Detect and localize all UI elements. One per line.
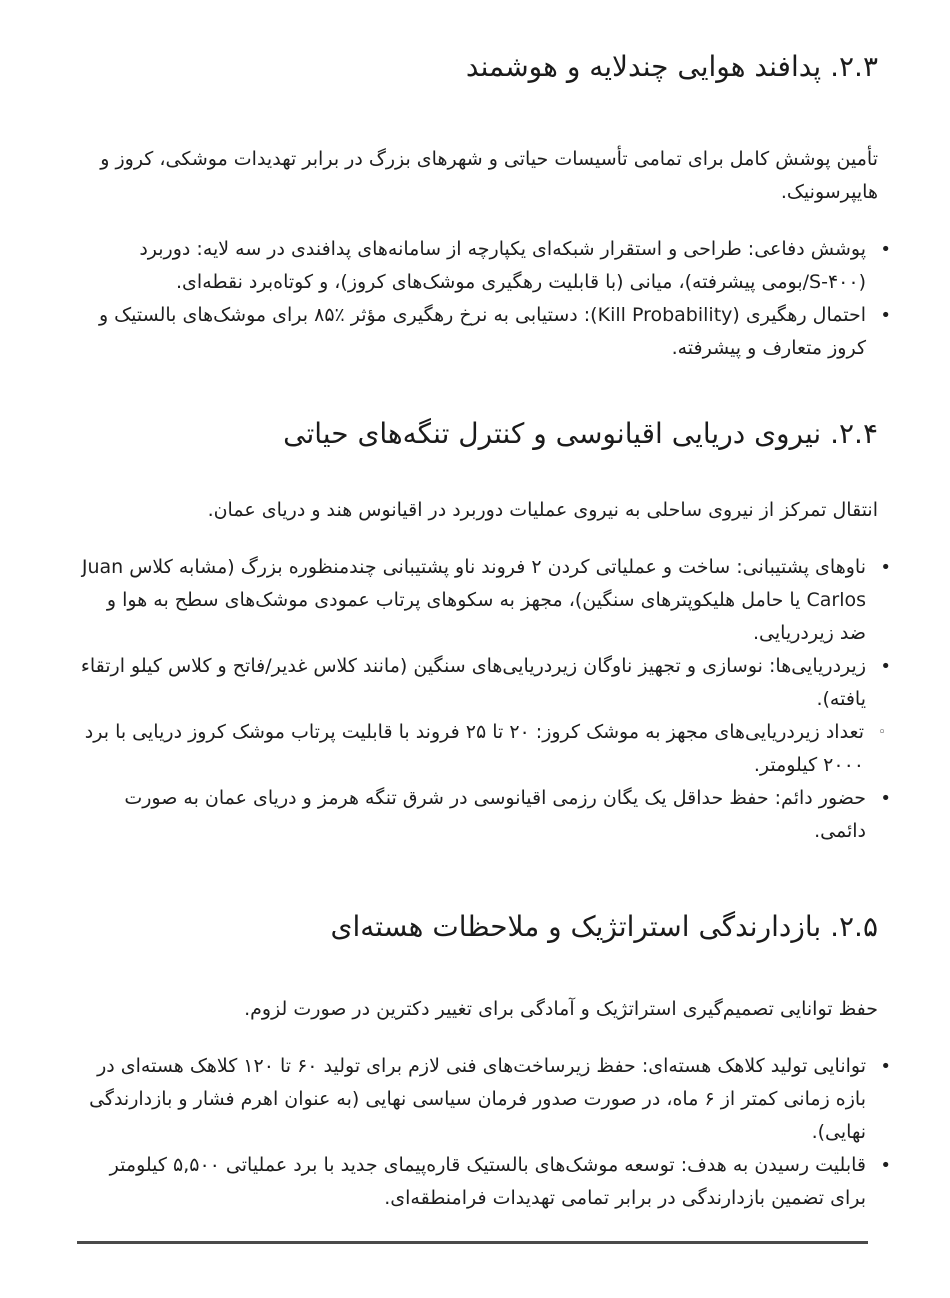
- list-item-text: احتمال رهگیری (Kill Probability): دستیابی به نرخ رهگیری مؤثر ٪۸۵ برای موشک‌های بالستیک و کروز متعارف و پیشرفته.: [98, 304, 866, 359]
- section-deterrence: [77, 906, 891, 1215]
- sub-list-item: [77, 716, 886, 782]
- section-heading-air-defense: ۲.۳. پدافند هوایی چندلایه و هوشمند: [465, 50, 878, 83]
- list-item: [77, 1149, 891, 1215]
- list-item-text: ناوهای پشتیبانی: ساخت و عملیاتی کردن ۲ فروند ناو پشتیبانی چندمنظوره بزرگ (مشابه کلاس Juan Carlos یا حامل هلیکوپترهای سنگین)، مجهز به سکوهای پرتاب عمودی موشک‌های سطح به هوا و ضد زیردریایی.: [81, 556, 866, 644]
- bullet-icon: •: [880, 788, 891, 809]
- list-item-text: توانایی تولید کلاهک هسته‌ای: حفظ زیرساخت‌های فنی لازم برای تولید ۶۰ تا ۱۲۰ کلاهک هسته‌ای در بازه زمانی کمتر از ۶ ماه، در صورت صدور فرمان سیاسی نهایی (به عنوان اهرم فشار و بازدارندگی نهایی).: [89, 1055, 866, 1143]
- list-item: [77, 551, 891, 650]
- section-navy: [77, 413, 891, 848]
- section-intro-deterrence: حفظ توانایی تصمیم‌گیری استراتژیک و آمادگی برای تغییر دکترین در صورت لزوم.: [244, 998, 878, 1020]
- bullet-icon: •: [880, 1056, 891, 1077]
- bottom-divider: [77, 1241, 868, 1244]
- section-intro-air-defense: تأمین پوشش کامل برای تمامی تأسیسات حیاتی و شهرهای بزرگ در برابر تهدیدات موشکی، کروز و هایپرسونیک.: [100, 148, 878, 203]
- list-item: [77, 299, 891, 365]
- list-item-text: پوشش دفاعی: طراحی و استقرار شبکه‌ای یکپارچه از سامانه‌های پدافندی در سه لایه: دوربرد (S-۴۰۰/بومی پیشرفته)، میانی (با قابلیت رهگیری موشک‌های کروز)، و کوتاه‌برد نقطه‌ای.: [139, 238, 866, 293]
- section-intro-navy: انتقال تمرکز از نیروی ساحلی به نیروی عملیات دوربرد در اقیانوس هند و دریای عمان.: [207, 499, 878, 521]
- air-defense-bullet-list: [77, 233, 891, 365]
- section-heading-navy: ۲.۴. نیروی دریایی اقیانوسی و کنترل تنگه‌های حیاتی: [283, 417, 878, 450]
- list-item: [77, 233, 891, 299]
- list-item: [77, 650, 891, 716]
- list-item-text: تعداد زیردریایی‌های مجهز به موشک کروز: ۲۰ تا ۲۵ فروند با قابلیت پرتاب موشک کروز دریایی با برد ۲۰۰۰ کیلومتر.: [84, 721, 864, 776]
- list-item: [77, 1050, 891, 1149]
- bullet-icon: •: [880, 656, 891, 677]
- list-item: [77, 782, 891, 848]
- sub-bullet-icon: ◦: [878, 725, 886, 740]
- list-item-text: حضور دائم: حفظ حداقل یک یگان رزمی اقیانوسی در شرق تنگه هرمز و دریای عمان به صورت دائمی.: [124, 787, 866, 842]
- navy-bullet-list: [77, 551, 891, 848]
- deterrence-bullet-list: [77, 1050, 891, 1215]
- bullet-icon: •: [880, 305, 891, 326]
- section-heading-deterrence: ۲.۵. بازدارندگی استراتژیک و ملاحظات هسته‌ای: [330, 910, 878, 943]
- bullet-icon: •: [880, 239, 891, 260]
- bullet-icon: •: [880, 1155, 891, 1176]
- bullet-icon: •: [880, 557, 891, 578]
- section-air-defense: [77, 46, 891, 365]
- list-item-text: قابلیت رسیدن به هدف: توسعه موشک‌های بالستیک قاره‌پیمای جدید با برد عملیاتی ۵,۵۰۰ کیلومتر برای تضمین بازدارندگی در برابر تمامی تهدیدات فرامنطقه‌ای.: [109, 1154, 866, 1209]
- list-item-text: زیردریایی‌ها: نوسازی و تجهیز ناوگان زیردریایی‌های سنگین (مانند کلاس غدیر/فاتح و کلاس کیلو ارتقاء یافته).: [80, 655, 866, 710]
